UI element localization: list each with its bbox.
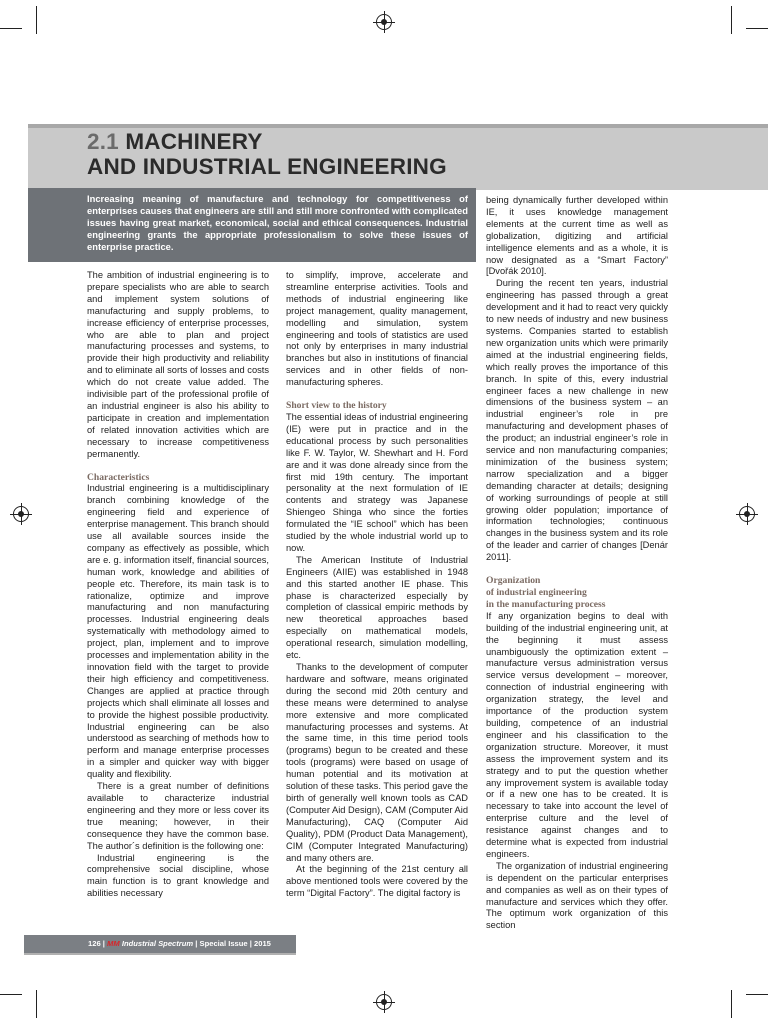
crop-mark <box>746 28 768 29</box>
crop-mark <box>746 994 768 995</box>
separator: | <box>195 939 198 948</box>
heading-line: of industrial engineering <box>486 587 587 598</box>
paragraph: At the beginning of the 21st century all above mentioned tools were covered by the term “Digital Factory”. The digital factory is <box>286 864 468 899</box>
registration-mark-icon <box>13 506 29 522</box>
paragraph: Industrial engineering is the comprehensive social discipline, whose main function is to grant knowledge and abilities necessary <box>87 852 269 899</box>
page-title <box>87 129 447 179</box>
title-line-1: MACHINERY <box>125 129 263 154</box>
column-2 <box>286 270 468 900</box>
crop-mark <box>731 990 732 1018</box>
registration-mark-icon <box>376 994 392 1010</box>
lead-paragraph: Increasing meaning of manufacture and technology for competitiveness of enterprises causes that engineers are still and still more confronted with complicated issues having great market, economical, social and ethical consequences. Industrial engineering grants the appropriate professionalism to solve these issues of enterprise practice. <box>87 193 468 253</box>
separator: | <box>102 939 105 948</box>
crop-mark <box>0 28 22 29</box>
crop-mark <box>0 994 22 995</box>
separator: | <box>249 939 252 948</box>
column-1 <box>87 270 269 900</box>
heading-line: Organization <box>486 575 541 587</box>
heading-line: in the manufacturing process <box>486 598 606 610</box>
page-footer <box>88 939 271 949</box>
title-line-2: AND INDUSTRIAL ENGINEERING <box>87 154 447 179</box>
paragraph: being dynamically further developed within IE, it uses knowledge management elements at the current time as well as globalization, digitizing and artificial intelligence elements and as a whole, it is now designated as a “Smart Factory” [Dvořák 2010]. <box>486 195 668 277</box>
paragraph: If any organization begins to deal with building of the industrial engineering unit, at the beginning it must assess unambiguously the optimization extent – manufacture versus administration versus service versus development – moreover, connection of industrial engineering with organization strategy, the level and importance of the production system building, competence of an industrial engineer and his classification to the organization structure. Moreover, it must assess the improvement system and its strategy and to put the question whether any improvement system is available today or if a new one has to be created. It is necessary to take into account the level of enterprise culture and the level of resistance against changes and to determine what is expected from industrial engineers. <box>486 610 668 859</box>
crop-mark <box>36 6 37 34</box>
paragraph: Industrial engineering is a multidisciplinary branch combining knowledge of the engineering field and experience of enterprise management. This branch should use all available sources inside the company as effectively as possible, which are e. g. information itself, financial sources, human work, knowledge and abilities of people etc. Therefore, its main task is to rationalize, optimize and improve manufacturing and non manufacturing processes. Industrial engineering deals systematically with methodology aimed to project, plan, implement and to improve processes and implementation ability in the innovation field with the target to provide their high efficiency and competitiveness. Changes are applied at practice through projects which shall eliminate all losses and to provide the highest possible productivity. Industrial engineering can be also understood as searching of methods how to perform and manage enterprise processes in a simpler and quicker way with bigger quality and flexibility. <box>87 483 269 780</box>
mm-logo: MM <box>107 939 120 948</box>
issue-label: Special Issue <box>199 939 248 948</box>
paragraph: There is a great number of definitions available to characterize industrial engineering and they more or less cover its true meaning; however, in their consequence they have the common base. The author´s definition is the following one: <box>87 781 269 851</box>
paragraph: During the recent ten years, industrial engineering has passed through a great development and it had to react very quickly to new needs of industry and new business systems. Companies started to establish new organization units which were primarily aimed at the industrial engineering fields, which really proves the importance of this branch. In spite of this, every industrial engineer faces a new challenge in new dimensions of the business system – an industrial engineer’s role in pre manufacturing and development phases of the product; an industrial engineer’s role in service and non manufacturing companies; minimization of the business system; narrow specialization and a bigger demanding character at details; designing of working surroundings of people at still growing older population; importance of information technologies; continuous changes in the business system and its role of the leader and carrier of changes [Denár 2011]. <box>486 278 668 563</box>
paragraph: The ambition of industrial engineering is to prepare specialists who are able to search and implement system solutions of manufacturing and supply problems, to increase efficiency of enterprise processes, who are able to plan and project manufacturing processes and systems, to provide their high productivity and reliability and to eliminate all sorts of losses and costs which do not create value added. The indivisible part of the professional profile of an industrial engineer is also his ability to participate in creation and implementation of related innovation activities which are necessary to increase competitiveness permanently. <box>87 270 269 459</box>
registration-mark-icon <box>739 506 755 522</box>
publication-name: Industrial Spectrum <box>121 939 194 948</box>
registration-mark-icon <box>376 14 392 30</box>
page-number: 126 <box>88 939 101 948</box>
paragraph: Thanks to the development of computer hardware and software, means originated during the second mid 20th century and these means were determined to analyse more extensive and more complicated manufacturing processes and systems. At the same time, in this time period tools (programs) begun to be created and these tools (programs) were based on usage of human potential and its motivation at solution of these tasks. This period gave the birth of generally well known tools as CAD (Computer Aid Design), CAM (Computer Aid Manufacturing), CAQ (Computer Aid Quality), PDM (Product Data Management), CIM (Computer Integrated Manufacturing) and many others are. <box>286 662 468 863</box>
paragraph: to simplify, improve, accelerate and streamline enterprise activities. Tools and methods of industrial engineering like project management, quality management, modelling and simulation, system engineering and tools of statistics are used not only by enterprises in many industrial branches but also in institutions of financial services and in other fields of non-manufacturing spheres. <box>286 270 468 388</box>
paragraph: The essential ideas of industrial engineering (IE) were put in practice and in the educational process by such personalities like F. W. Taylor, W. Shewhart and H. Ford are and it was done already since from the first mid 19th century. The important personality at the next formulation of IE contents and strategy was Japanese Shiengeo Shinga who since the forties formulated the “IE school” which has been studied by the whole industrial world up to now. <box>286 411 468 553</box>
section-heading-organization <box>486 575 668 611</box>
section-heading-characteristics: Characteristics <box>87 471 150 483</box>
paragraph: The American Institute of Industrial Engineers (AIIE) was established in 1948 and this started another IE phase. This phase is characterized especially by completion of classical empiric methods by new theoretical approaches based especially on mathematical models, operational research, simulation modelling, etc. <box>286 554 468 661</box>
paragraph: The organization of industrial engineering is dependent on the particular enterprises and companies as well as on their types of manufacture and services which they offer. The optimum work organization of this section <box>486 860 668 931</box>
issue-year: 2015 <box>254 939 271 948</box>
crop-mark <box>731 6 732 34</box>
crop-mark <box>36 990 37 1018</box>
section-heading-history: Short view to the history <box>286 400 387 412</box>
column-3 <box>486 195 668 932</box>
section-number: 2.1 <box>87 129 119 154</box>
